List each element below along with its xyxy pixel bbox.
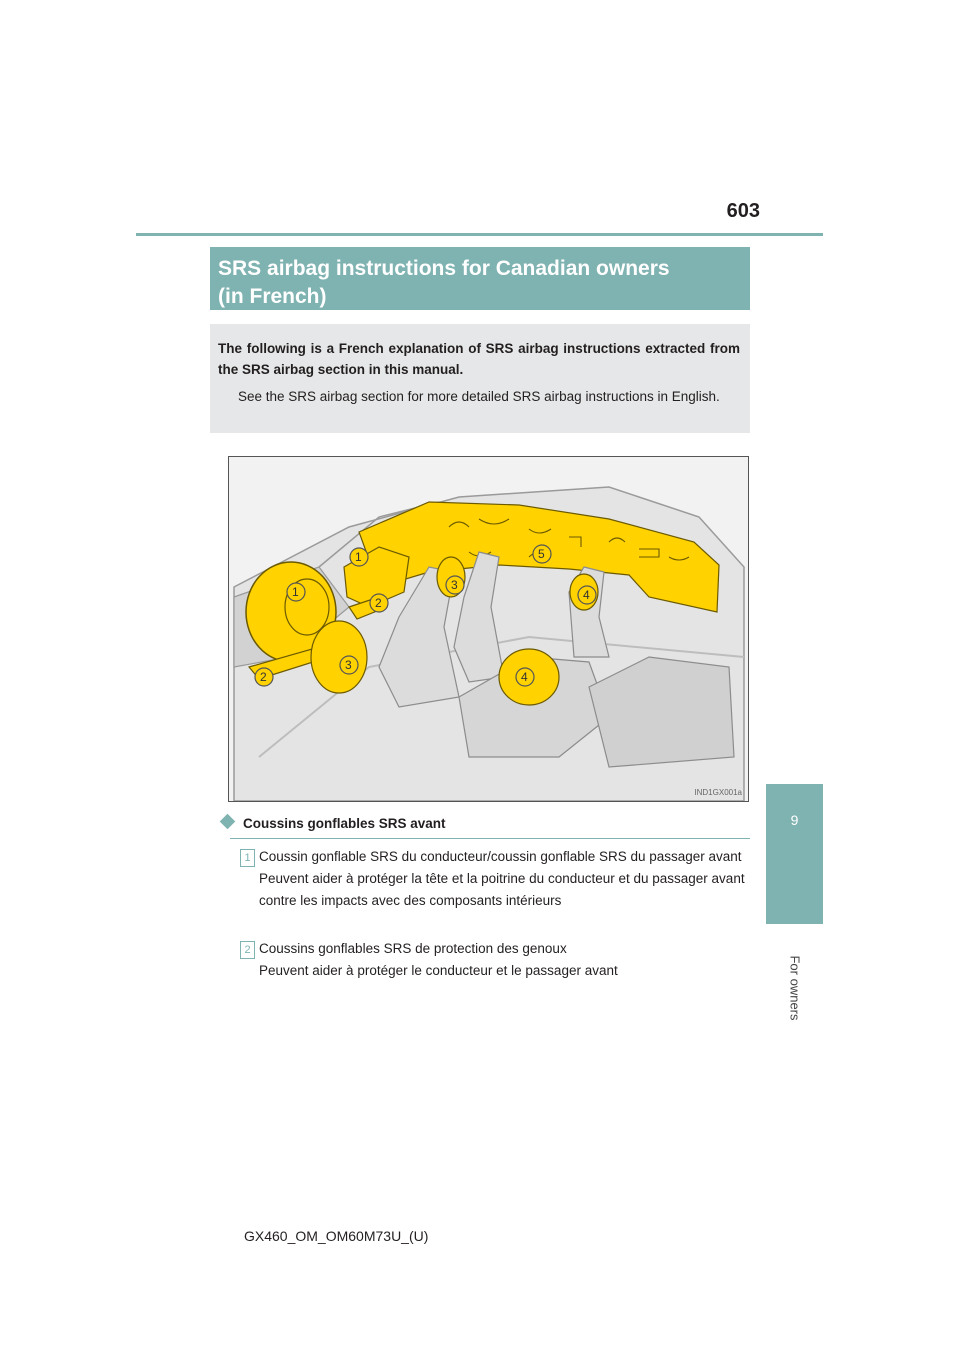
list-item — [240, 846, 750, 912]
chapter-tab — [766, 784, 823, 924]
callout-3a — [446, 576, 464, 594]
section-rule — [230, 838, 750, 839]
item-number-badge: 2 — [240, 941, 255, 959]
item-title: Coussin gonflable SRS du conducteur/coussin gonflable SRS du passager avant — [259, 849, 742, 864]
callout-5 — [533, 545, 551, 563]
intro-text: The following is a French explanation of SRS airbag instructions extracted from the SRS airbag section in this manual. — [218, 341, 740, 377]
figure-code: IND1GX001a — [694, 788, 742, 797]
svg-text:2: 2 — [260, 670, 267, 684]
item-number-badge: 1 — [240, 849, 255, 867]
list-item — [240, 938, 750, 982]
page-number: 603 — [726, 200, 760, 222]
callout-4b — [516, 668, 534, 686]
callout-2b — [255, 668, 273, 686]
svg-text:1: 1 — [292, 585, 299, 599]
callout-1b — [287, 583, 305, 601]
callout-1a — [350, 548, 368, 566]
chapter-number: 9 — [790, 812, 799, 828]
svg-text:4: 4 — [521, 670, 528, 684]
chapter-label: For owners — [787, 955, 803, 1021]
svg-text:3: 3 — [451, 578, 458, 592]
svg-text:5: 5 — [538, 547, 545, 561]
callout-2a — [370, 594, 388, 612]
item-body: Peuvent aider à protéger la tête et la poitrine du conducteur et du passager avant contre les impacts avec des composants intérieurs — [259, 871, 745, 908]
svg-text:4: 4 — [583, 588, 590, 602]
item-title: Coussins gonflables SRS de protection des genoux — [259, 941, 567, 956]
vehicle-interior-drawing — [229, 457, 748, 801]
title-line-2: (in French) — [218, 285, 327, 308]
front-side-airbag — [311, 621, 367, 693]
chapter-label-container — [760, 938, 830, 1038]
svg-text:3: 3 — [345, 658, 352, 672]
airbag-illustration — [228, 456, 749, 802]
title-line-1: SRS airbag instructions for Canadian owners — [218, 257, 670, 280]
header-rule — [136, 233, 823, 236]
callout-3b — [340, 656, 358, 674]
intro-note: See the SRS airbag section for more detailed SRS airbag instructions in English. — [238, 389, 720, 404]
footer-code: GX460_OM_OM60M73U_(U) — [244, 1228, 429, 1244]
diamond-bullet-icon — [220, 814, 236, 830]
item-body: Peuvent aider à protéger le conducteur et le passager avant — [259, 963, 618, 978]
section-title-bar — [210, 247, 750, 310]
svg-text:2: 2 — [375, 596, 382, 610]
intro-box — [210, 324, 750, 433]
section-heading — [218, 816, 750, 831]
svg-text:1: 1 — [355, 550, 362, 564]
callout-4a — [578, 586, 596, 604]
section-heading-text: Coussins gonflables SRS avant — [243, 816, 446, 831]
